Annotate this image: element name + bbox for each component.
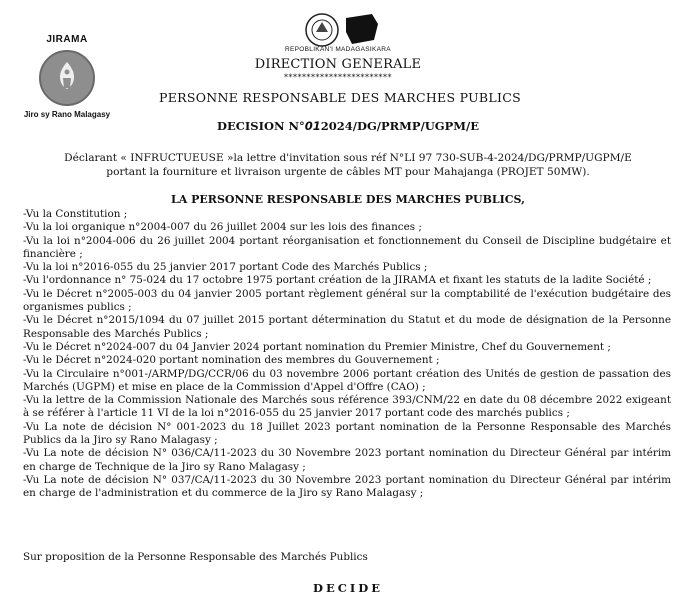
jirama-logo-block [22, 34, 112, 119]
decide-heading: DECIDE [312, 581, 383, 595]
logo-subtitle: Jiro sy Rano Malagasy [23, 110, 111, 119]
proposition-line: Sur proposition de la Personne Responsable des Marchés Publics [23, 551, 368, 563]
logo-title: JIRAMA [46, 34, 88, 45]
republic-name: REPOBLIKAN'I MADAGASIKARA [285, 46, 391, 53]
vu-item: -Vu la loi organique n°2004-007 du 26 juillet 2004 sur les lois des finances ; [23, 221, 422, 234]
vu-item: -Vu le Décret n°2015/1094 du 07 juillet 2015 portant détermination du Statut et du mode de désignation de la Personne Responsable des Marchés Publics ; [23, 314, 671, 340]
jirama-emblem-icon [39, 50, 95, 106]
vu-item: -Vu La note de décision N° 037/CA/11-2023 du 30 Novembre 2023 portant nomination du Directeur Général par intérim en charge de l'administration et du commerce de la Jiro sy Rano Malagasy ; [23, 473, 671, 500]
prmp-heading: PERSONNE RESPONSABLE DES MARCHES PUBLICS [159, 90, 521, 105]
vu-list [23, 208, 671, 501]
vu-item: -Vu l'ordonnance n° 75-024 du 17 octobre 1975 portant création de la JIRAMA et fixant les statuts de la ladite Société ; [23, 274, 652, 287]
vu-item: -Vu la loi n°2004-006 du 26 juillet 2004 portant réorganisation et fonctionnement du Conseil de Discipline budgétaire et financière ; [23, 234, 671, 260]
decision-handwritten-number: 01 [304, 119, 321, 133]
vu-item: -Vu le Décret n°2005-003 du 04 janvier 2005 portant règlement général sur la comptabilité de l'exécution budgétaire des organismes publics ; [23, 287, 671, 314]
vu-item: -Vu le Décret n°2024-020 portant nomination des membres du Gouvernement ; [23, 354, 440, 367]
decision-number-heading [120, 119, 576, 133]
vu-item: -Vu La note de décision N° 036/CA/11-2023 du 30 Novembre 2023 portant nomination du Directeur Général par intérim en charge de Technique de la Jiro sy Rano Malagasy ; [23, 447, 671, 473]
declarant-paragraph [40, 151, 656, 179]
vu-item: -Vu le Décret n°2024-007 du 04 Janvier 2024 portant nomination du Premier Ministre, Chef du Gouvernement ; [23, 340, 611, 353]
direction-generale-title: DIRECTION GENERALE [254, 57, 422, 72]
decision-prefix: DECISION N° [217, 119, 305, 133]
vu-item: -Vu La note de décision N° 001-2023 du 18 Juillet 2023 portant nomination de la Personne Responsable des Marchés Publics da la Jiro sy Rano Malagasy ; [23, 420, 671, 447]
madagascar-map-icon [346, 14, 378, 44]
vu-item: -Vu la lettre de la Commission Nationale des Marchés sous référence 393/CNM/22 en date du 08 décembre 2022 exigeant à se référer à l'article 11 VI de la loi n°2016-055 du 25 janvier 2017 portant code des marchés publics ; [23, 394, 671, 420]
declarant-line-1: Déclarant « INFRUCTUEUSE »la lettre d'invitation sous réf N°LI 97 730-SUB-4-2024/DG/PRMP/UGPM/E [64, 152, 632, 164]
declarant-line-2: portant la fourniture et livraison urgente de câbles MT pour Mahajanga (PROJET 50MW). [106, 166, 590, 178]
vu-item: -Vu la Circulaire n°001-/ARMP/DG/CCR/06 du 03 novembre 2006 portant création des Unités de gestion de passation des Marchés (UGPM) et mise en place de la Commission d'Appel d'Offre (CAO) ; [23, 367, 671, 393]
decision-suffix: 2024/DG/PRMP/UGPM/E [320, 119, 479, 133]
stars-separator: ************************ [284, 73, 392, 82]
vu-item: -Vu la Constitution ; [23, 208, 128, 220]
authority-heading: LA PERSONNE RESPONSABLE DES MARCHES PUBLICS, [171, 193, 525, 206]
vu-item: -Vu la loi n°2016-055 du 25 janvier 2017 portant Code des Marchés Publics ; [23, 261, 428, 274]
